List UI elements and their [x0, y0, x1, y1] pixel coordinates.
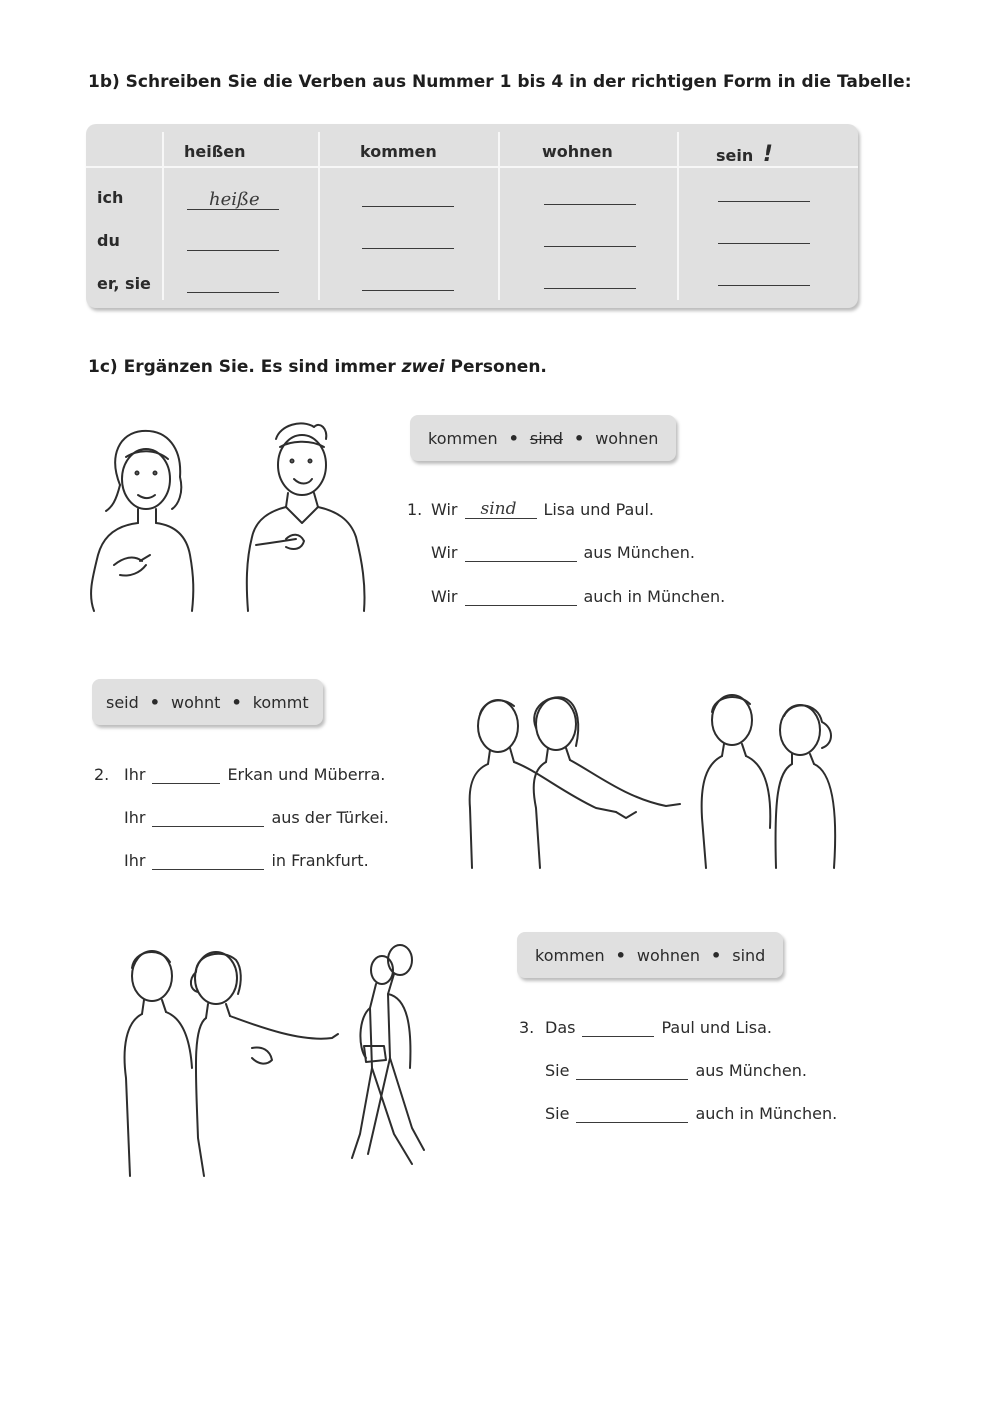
word-box-3: kommen • wohnen • sind — [517, 932, 783, 978]
answer-blank[interactable] — [582, 1020, 654, 1037]
handwritten-answer: heiße — [209, 189, 260, 210]
sentence-rest: auch in München. — [695, 1104, 838, 1123]
illustration-woman-and-man — [80, 415, 380, 620]
answer-blank[interactable] — [544, 287, 636, 289]
heading-text: Personen. — [444, 357, 547, 377]
column-header-kommen: kommen — [360, 142, 437, 161]
sentence-subject: Ihr — [124, 765, 146, 784]
exercise-1b-heading: 1b) Schreiben Sie die Verben aus Nummer 1 bis 4 in der richtigen Form in die Tabelle: — [88, 72, 912, 92]
answer-blank[interactable] — [152, 767, 220, 784]
word-option: kommen — [428, 428, 498, 448]
answer-blank[interactable] — [152, 853, 264, 870]
answer-blank[interactable] — [187, 291, 279, 293]
sentence-rest: aus der Türkei. — [271, 808, 389, 827]
word-option: sind — [529, 428, 563, 448]
item-number: 2. — [94, 765, 110, 784]
answer-blank[interactable] — [362, 205, 454, 207]
sentence-rest: auch in München. — [583, 587, 726, 606]
answer-blank[interactable] — [576, 1106, 688, 1123]
answer-blank[interactable] — [576, 1063, 688, 1080]
answer-blank[interactable] — [465, 499, 537, 519]
sentence-2-1 — [94, 765, 385, 784]
verb-table — [86, 124, 858, 308]
couple-facing-left-icon — [702, 695, 836, 868]
sentence-2-3 — [124, 851, 369, 870]
column-header-wohnen: wohnen — [542, 142, 613, 161]
warning-mark: ! — [762, 142, 773, 167]
sentence-subject: Wir — [431, 587, 458, 606]
answer-blank[interactable] — [465, 545, 577, 562]
sentence-1-3 — [431, 587, 725, 606]
answer-blank[interactable] — [718, 200, 810, 202]
man-pointing-at-self-icon — [247, 423, 365, 611]
word-option: kommen — [535, 945, 605, 965]
sentence-rest: in Frankfurt. — [271, 851, 369, 870]
sentence-3-2 — [545, 1061, 807, 1080]
word-box-2: seid • wohnt • kommt — [92, 679, 323, 725]
answer-blank[interactable] — [362, 289, 454, 291]
answer-blank[interactable] — [187, 249, 279, 251]
column-header-sein — [716, 142, 773, 167]
word-box-1: kommen • sind • wohnen — [410, 415, 676, 461]
answer-blank[interactable] — [362, 247, 454, 249]
illustration-pointing-at-walkers — [112, 938, 457, 1178]
answer-blank[interactable] — [465, 589, 577, 606]
answer-blank-ich-heissen[interactable] — [187, 189, 279, 210]
answer-blank[interactable] — [544, 245, 636, 247]
word-option: wohnen — [595, 428, 659, 448]
heading-emphasis: zwei — [401, 357, 445, 377]
word-option: wohnen — [636, 945, 701, 965]
sentence-subject: Wir — [431, 500, 458, 519]
answer-blank[interactable] — [718, 242, 810, 244]
sentence-rest: Lisa und Paul. — [543, 500, 655, 519]
illustration-pointing-at-couple — [466, 688, 846, 873]
word-option: sind — [732, 945, 766, 965]
row-label-ich: ich — [97, 188, 124, 207]
row-label-du: du — [97, 231, 120, 250]
sentence-subject: Wir — [431, 543, 458, 562]
sentence-2-2 — [124, 808, 389, 827]
answer-blank[interactable] — [152, 810, 264, 827]
two-people-pointing-icon — [470, 697, 680, 868]
couple-pointing-icon — [125, 951, 338, 1176]
word-option: kommt — [252, 692, 309, 712]
sentence-3-3 — [545, 1104, 837, 1123]
sentence-1-2 — [431, 543, 695, 562]
item-number: 1. — [407, 500, 423, 519]
column-header-heissen: heißen — [184, 142, 246, 161]
sentence-3-1 — [519, 1018, 772, 1037]
handwritten-answer: sind — [480, 499, 517, 519]
row-label-er-sie: er, sie — [97, 274, 151, 293]
sentence-subject: Ihr — [124, 851, 146, 870]
exercise-1c-heading — [88, 357, 547, 377]
woman-pointing-at-self-icon — [91, 431, 193, 611]
sentence-rest: Erkan und Müberra. — [227, 765, 386, 784]
answer-blank[interactable] — [544, 203, 636, 205]
word-option: seid — [106, 692, 139, 712]
answer-blank[interactable] — [718, 284, 810, 286]
sentence-rest: Paul und Lisa. — [661, 1018, 772, 1037]
column-header-sein-label: sein — [716, 146, 754, 165]
sentence-rest: aus München. — [583, 543, 695, 562]
two-people-walking-icon — [352, 945, 424, 1164]
word-option: wohnt — [171, 692, 221, 712]
item-number: 3. — [519, 1018, 535, 1037]
sentence-subject: Ihr — [124, 808, 146, 827]
sentence-1-1 — [407, 500, 654, 519]
sentence-rest: aus München. — [695, 1061, 807, 1080]
sentence-subject: Das — [545, 1018, 576, 1037]
sentence-subject: Sie — [545, 1104, 570, 1123]
heading-text: 1c) Ergänzen Sie. Es sind immer — [88, 357, 402, 377]
sentence-subject: Sie — [545, 1061, 570, 1080]
